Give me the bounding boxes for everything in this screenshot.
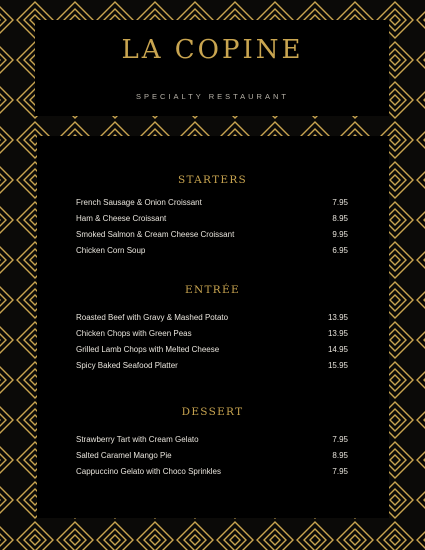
section-title-entree: ENTRÉE <box>185 284 240 296</box>
menu-item-price: 7.95 <box>332 467 348 476</box>
menu-item <box>76 359 348 373</box>
menu-item <box>76 196 348 210</box>
menu-item-name: Chicken Chops with Green Peas <box>76 329 192 338</box>
menu-item-price: 6.95 <box>332 246 348 255</box>
menu-item-price: 7.95 <box>332 198 348 207</box>
restaurant-name: LA COPINE <box>121 35 304 65</box>
menu-item-name: Cappuccino Gelato with Choco Sprinkles <box>76 467 221 476</box>
menu-item <box>76 449 348 463</box>
menu-item-name: Strawberry Tart with Cream Gelato <box>76 435 199 444</box>
restaurant-tagline: SPECIALTY RESTAURANT <box>136 92 289 101</box>
menu-item-name: Grilled Lamb Chops with Melted Cheese <box>76 345 220 354</box>
menu-item <box>76 327 348 341</box>
menu-item <box>76 343 348 357</box>
menu-item <box>76 465 348 479</box>
menu-item <box>76 244 348 258</box>
menu-item-name: Ham & Cheese Croissant <box>76 214 167 223</box>
menu-item-name: Roasted Beef with Gravy & Mashed Potato <box>76 313 229 322</box>
menu-item <box>76 311 348 325</box>
menu-item <box>76 228 348 242</box>
menu-item-price: 8.95 <box>332 214 348 223</box>
menu-item-name: Salted Caramel Mango Pie <box>76 451 172 460</box>
menu-item <box>76 212 348 226</box>
menu-item-name: Smoked Salmon & Cream Cheese Croissant <box>76 230 235 239</box>
section-title-starters: STARTERS <box>177 174 248 186</box>
menu-item-price: 14.95 <box>327 345 348 354</box>
menu-item <box>76 433 348 447</box>
menu-item-price: 9.95 <box>332 230 348 239</box>
menu-item-price: 8.95 <box>332 451 348 460</box>
menu-item-name: French Sausage & Onion Croissant <box>76 198 202 207</box>
menu-item-price: 13.95 <box>327 329 348 338</box>
section-title-dessert: DESSERT <box>181 406 244 418</box>
menu-item-name: Chicken Corn Soup <box>76 246 146 255</box>
menu-item-name: Spicy Baked Seafood Platter <box>76 361 178 370</box>
menu-item-price: 7.95 <box>332 435 348 444</box>
menu-item-price: 15.95 <box>327 361 348 370</box>
menu-item-price: 13.95 <box>327 313 348 322</box>
